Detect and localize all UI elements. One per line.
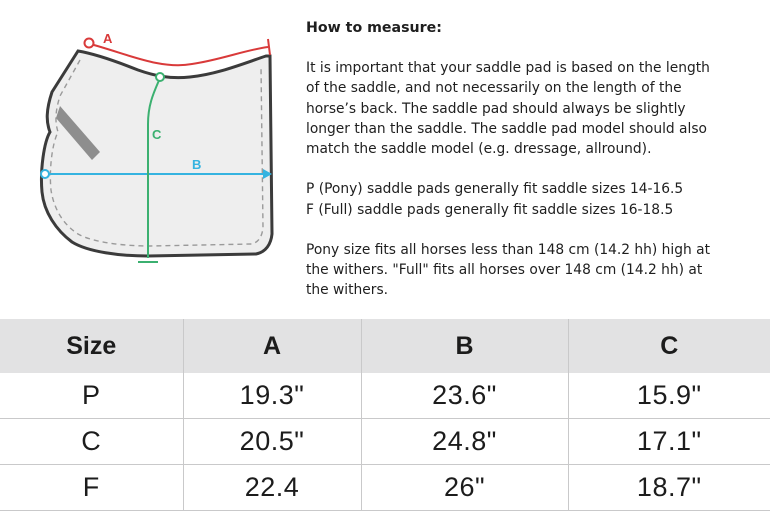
info-line: the withers. (306, 282, 389, 299)
saddle-pad-illustration (30, 20, 290, 280)
measure-c-cell: 15.9" (568, 373, 770, 419)
table-row (0, 419, 770, 465)
info-paragraph-saddle-length (306, 58, 766, 159)
info-paragraph-saddle-sizes (306, 179, 766, 219)
size-cell: P (0, 373, 183, 419)
measure-b-start-marker (41, 170, 49, 178)
info-line: of the saddle, and not necessarily on the length of the (306, 80, 682, 97)
measure-b-label: B (192, 157, 202, 172)
measure-c-start-marker (156, 73, 164, 81)
info-line: P (Pony) saddle pads generally fit saddle sizes 14-16.5 (306, 181, 684, 198)
info-line: match the saddle model (e.g. dressage, allround). (306, 141, 652, 158)
measure-b-cell: 26" (361, 465, 568, 511)
size-cell: F (0, 465, 183, 511)
info-line: the withers. "Full" fits all horses over 148 cm (14.2 hh) at (306, 262, 703, 279)
measure-a-end-marker (268, 39, 270, 55)
size-cell: C (0, 419, 183, 465)
saddle-pad-outline (41, 51, 272, 256)
measure-c-cell: 17.1" (568, 419, 770, 465)
measure-b-cell: 23.6" (361, 373, 568, 419)
measure-a-cell: 20.5" (183, 419, 361, 465)
info-paragraph-horse-height (306, 240, 766, 301)
measure-b-cell: 24.8" (361, 419, 568, 465)
column-header-c: C (568, 319, 770, 373)
table-row (0, 465, 770, 511)
measure-a-cell: 19.3" (183, 373, 361, 419)
column-header-b: B (361, 319, 568, 373)
measure-a-start-marker (85, 39, 94, 48)
measure-c-label: C (152, 127, 162, 142)
column-header-size: Size (0, 319, 183, 373)
info-line: It is important that your saddle pad is based on the length (306, 60, 710, 77)
info-line: F (Full) saddle pads generally fit saddle sizes 16-18.5 (306, 201, 674, 218)
info-line: longer than the saddle. The saddle pad model should also (306, 120, 707, 137)
info-line: Pony size fits all horses less than 148 cm (14.2 hh) high at (306, 242, 711, 258)
size-chart-table (0, 319, 770, 511)
measure-a-label: A (103, 31, 113, 46)
table-row (0, 373, 770, 419)
saddle-pad-diagram (30, 20, 290, 280)
info-heading: How to measure: (306, 20, 442, 36)
column-header-a: A (183, 319, 361, 373)
measure-a-cell: 22.4 (183, 465, 361, 511)
measure-c-cell: 18.7" (568, 465, 770, 511)
measurement-info (306, 18, 766, 321)
table-header-row (0, 319, 770, 373)
info-line: horse’s back. The saddle pad should always be slightly (306, 100, 686, 117)
